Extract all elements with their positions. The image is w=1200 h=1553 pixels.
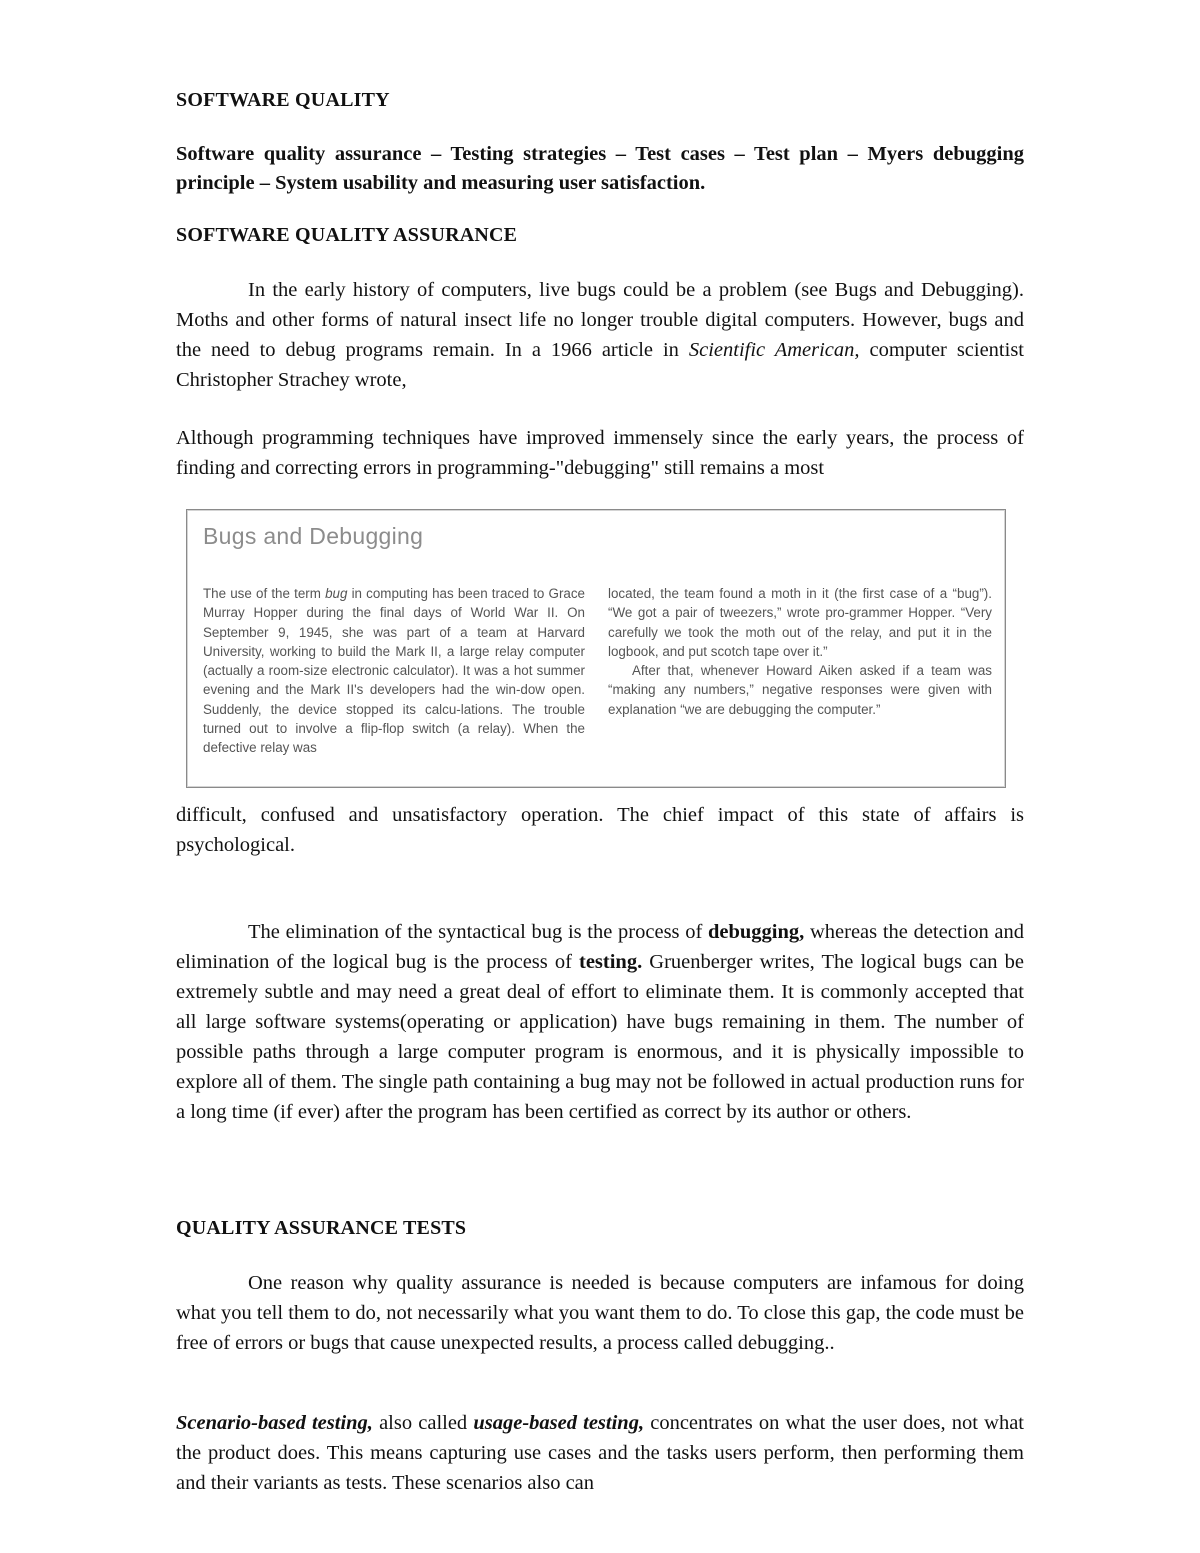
term-scenario-based-testing: Scenario-based testing, [176, 1412, 373, 1434]
term-usage-based-testing: usage-based testing, [473, 1412, 645, 1434]
bugs-and-debugging-sidebar [186, 509, 1006, 788]
sidebar-right-para-1: located, the team found a moth in it (the first case of a “bug”). “We got a pair of tweezers,” wrote pro-grammer Hopper. “Very carefully we took the moth out of the relay, and put it in the logbook, and put scotch tape over it.” [608, 586, 992, 659]
main-heading: SOFTWARE QUALITY [176, 89, 390, 111]
debugging-text [176, 917, 1024, 1127]
term-debugging: debugging, [708, 921, 805, 943]
debugging-text-part-1: The elimination of the syntactical bug is the process of [248, 921, 708, 943]
sidebar-left-column [203, 584, 585, 758]
qa-reason-paragraph [176, 1268, 1024, 1358]
quote-start-paragraph [176, 423, 1024, 483]
quote-start-text: Although programming techniques have improved immensely since the early years, the process of finding and correcting errors in programming-"debugging" still remains a most [176, 427, 1024, 479]
intro-text-end: computer scientist Christopher Strachey wrote, [176, 339, 1024, 391]
sidebar-left-text [203, 584, 585, 758]
qa-tests-heading: QUALITY ASSURANCE TESTS [176, 1217, 467, 1239]
intro-text [176, 275, 1024, 395]
intro-paragraph [176, 275, 1024, 395]
topics-text: Software quality assurance – Testing strategies – Test cases – Test plan – Myers debugging principle – System usability and measuring user satisfaction. [176, 143, 1024, 194]
sidebar-left-rest: in computing has been traced to Grace Murray Hopper during the final days of World War II. On September 9, 1945, she was part of a team at Harvard University, working to build the Mark II, a large relay computer (actually a room-size electronic calculator). It was a hot summer evening and the Mark II's developers had the win-dow open. Suddenly, the device stopped its calcu-lations. The trouble turned out to involve a flip-flop switch (a relay). When the defective relay was [203, 586, 585, 756]
debugging-text-part-3: Gruenberger writes, The logical bugs can be extremely subtle and may need a great deal of effort to eliminate them. It is commonly accepted that all large software systems(operating or application) have bugs remaining in them. The number of possible paths through a large computer program is enormous, and it is physically impossible to explore all of them. The single path containing a bug may not be followed in actual production runs for a long time (if ever) after the program has been certified as correct by its author or others. [176, 951, 1024, 1123]
topics-paragraph [176, 140, 1024, 198]
sqa-heading: SOFTWARE QUALITY ASSURANCE [176, 224, 518, 246]
scenario-text [176, 1408, 1024, 1498]
term-testing: testing. [579, 951, 643, 973]
scenario-paragraph [176, 1408, 1024, 1498]
quote-end-text: difficult, confused and unsatisfactory operation. The chief impact of this state of affairs is psychological. [176, 804, 1024, 856]
intro-text-part: In the early history of computers, live bugs could be a problem (see Bugs and Debugging). Moths and other forms of natural insect life no longer trouble digital computers. However, bugs and the need to debug programs remain. In a 1966 article in [176, 279, 1024, 361]
scenario-text-part-2: concentrates on what the user does, not what the product does. This means capturing use cases and the tasks users perform, then performing them and their variants as tests. These scenarios also can [176, 1412, 1025, 1494]
sidebar-title: Bugs and Debugging [203, 523, 424, 549]
sidebar-term: bug [325, 586, 348, 601]
magazine-title: Scientific American, [688, 339, 860, 361]
sidebar-left-part: The use of the term [203, 586, 326, 601]
scenario-text-part-1: also called [372, 1412, 474, 1434]
sidebar-right-para-2: After that, whenever Howard Aiken asked if a team was “making any numbers,” negative responses were given with explanation “we are debugging the computer.” [608, 663, 992, 717]
qa-reason-text: One reason why quality assurance is needed is because computers are infamous for doing what you tell them to do, not necessarily what you want them to do. To close this gap, the code must be free of errors or bugs that cause unexpected results, a process called debugging.. [176, 1272, 1024, 1354]
debugging-paragraph [176, 917, 1024, 1127]
sidebar-right-column [608, 584, 992, 719]
quote-end-paragraph [176, 800, 1024, 860]
debugging-text-part-2: whereas the detection and elimination of the logical bug is the process of [176, 921, 1024, 973]
